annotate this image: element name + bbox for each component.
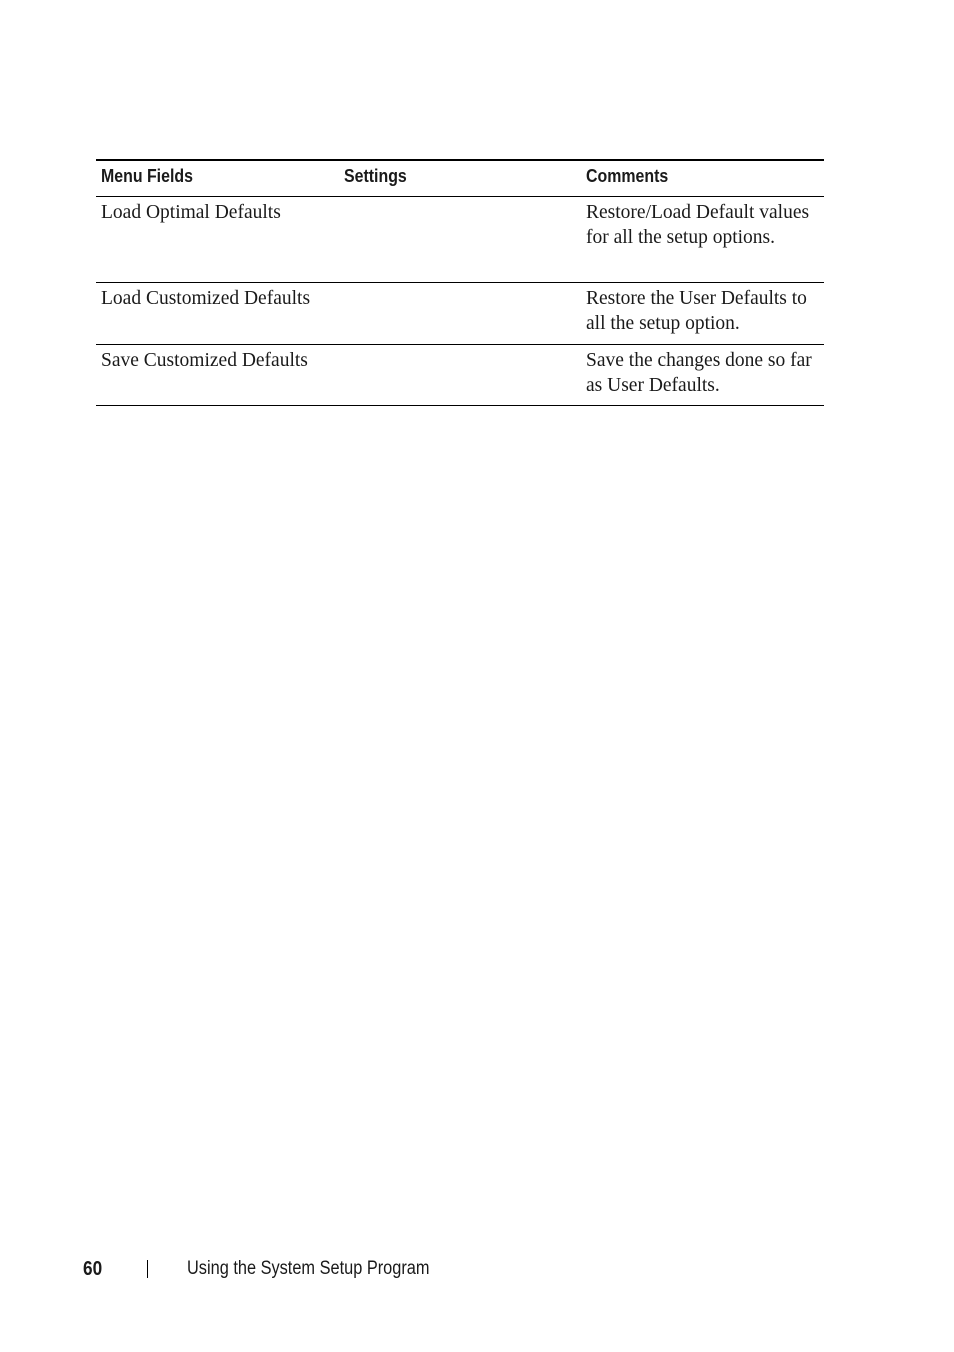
header-comments: Comments [586,165,669,186]
page-number: 60 [83,1257,103,1280]
setting-cell [339,283,581,344]
settings-table [96,159,824,406]
comment-cell: Restore the User Defaults to all the setup option. [586,288,807,334]
header-settings: Settings [344,165,407,186]
table-header-row [96,161,824,197]
menu-field-cell: Save Customized Defaults [101,350,308,371]
setting-cell [339,345,581,405]
comment-cell: Restore/Load Default values for all the setup options. [586,202,810,248]
page-footer [83,1256,430,1282]
table-row [96,283,824,345]
header-cell-comments [581,161,824,187]
footer-divider [147,1260,148,1278]
setting-cell [339,197,581,282]
header-cell-settings [339,161,581,187]
table-row [96,345,824,406]
menu-field-cell: Load Optimal Defaults [101,202,281,223]
header-menu-fields: Menu Fields [101,165,193,186]
footer-section-title: Using the System Setup Program [187,1258,430,1279]
menu-field-cell: Load Customized Defaults [101,288,311,309]
header-cell-menu-fields [96,161,339,187]
comment-cell: Save the changes done so far as User Defaults. [586,350,812,396]
table-row [96,197,824,283]
